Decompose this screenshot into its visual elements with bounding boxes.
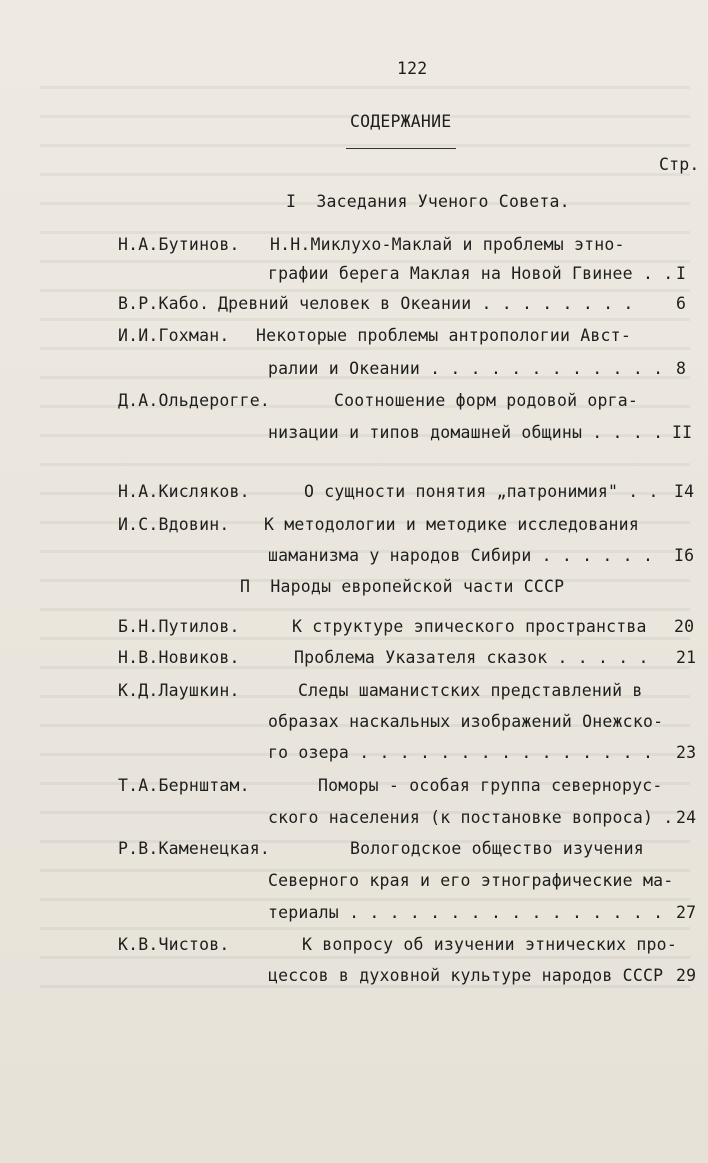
- toc-entry-page: I: [676, 264, 687, 283]
- toc-entry-author: Р.В.Каменецкая.: [118, 839, 271, 858]
- toc-entry-title: низации и типов домашней общины . . . .: [268, 423, 664, 442]
- toc-entry-title: К структуре эпического пространства: [292, 617, 647, 636]
- toc-entry-title: Проблема Указателя сказок . . . . .: [294, 648, 649, 667]
- toc-entry-author: В.Р.Кабо.: [118, 294, 210, 313]
- toc-entry-author: К.Д.Лаушкин.: [118, 681, 240, 700]
- toc-entry-title: Соотношение форм родовой орга-: [334, 391, 639, 410]
- toc-entry-title: К вопросу об изучении этнических про-: [302, 935, 677, 954]
- toc-entry-page: 20: [674, 617, 695, 636]
- toc-entry-page: I4: [674, 482, 695, 501]
- toc-entry-title: К методологии и методике исследования: [264, 515, 639, 534]
- toc-entry-page: 24: [676, 808, 697, 827]
- toc-entry-title: Вологодское общество изучения: [350, 839, 644, 858]
- toc-entry-title: Древний человек в Океании . . . . . . . .: [218, 294, 634, 313]
- toc-entry-title: шаманизма у народов Сибири . . . . . .: [268, 546, 654, 565]
- toc-entry-title: образах наскальных изображений Онежско-: [268, 712, 664, 731]
- toc-entry-author: Т.А.Бернштам.: [118, 776, 250, 795]
- toc-entry-page: 21: [676, 648, 697, 667]
- toc-entry-author: Н.В.Новиков.: [118, 648, 240, 667]
- toc-entry-author: Н.А.Кисляков.: [118, 482, 250, 501]
- toc-entry-page: 23: [676, 743, 697, 762]
- toc-entry-title: цессов в духовной культуре народов СССР: [268, 966, 664, 985]
- toc-entry-author: И.С.Вдовин.: [118, 515, 230, 534]
- toc-entry-page: I6: [674, 546, 695, 565]
- section-heading: I Заседания Ученого Совета.: [286, 192, 570, 211]
- toc-entry-page: 27: [676, 903, 697, 922]
- title-underline: [346, 148, 456, 149]
- toc-entry-page: 29: [676, 966, 697, 985]
- toc-entry-title: Н.Н.Миклухо-Маклай и проблемы этно-: [270, 235, 625, 254]
- toc-entry-page: 6: [676, 294, 687, 313]
- toc-entry-title: Следы шаманистских представлений в: [298, 681, 643, 700]
- toc-entry-title: Некоторые проблемы антропологии Авст-: [256, 326, 631, 345]
- toc-entry-title: О сущности понятия „патронимия" . .: [304, 482, 659, 501]
- toc-entry-title: го озера . . . . . . . . . . . . . . .: [268, 743, 654, 762]
- toc-entry-page: 8: [676, 359, 687, 378]
- page-number: 122: [397, 59, 428, 78]
- section-heading: П Народы европейской части СССР: [240, 577, 565, 596]
- toc-entry-author: Б.Н.Путилов.: [118, 617, 240, 636]
- toc-entry-title: Северного края и его этнографические ма-: [268, 871, 674, 890]
- toc-entry-author: И.И.Гохман.: [118, 326, 230, 345]
- toc-entry-title: ского населения (к постановке вопроса) .: [268, 808, 674, 827]
- toc-entry-author: Н.А.Бутинов.: [118, 235, 240, 254]
- toc-entry-author: Д.А.Ольдерогге.: [118, 391, 271, 410]
- toc-entry-title: графии берега Маклая на Новой Гвинее . .: [268, 264, 674, 283]
- toc-entry-title: териалы . . . . . . . . . . . . . . . .: [268, 903, 664, 922]
- page-column-header: Стр.: [659, 155, 700, 174]
- toc-entry-page: II: [672, 423, 693, 442]
- toc-title: СОДЕРЖАНИЕ: [350, 112, 452, 131]
- toc-entry-author: К.В.Чистов.: [118, 935, 230, 954]
- toc-entry-title: Поморы - особая группа севернорус-: [318, 776, 663, 795]
- toc-entry-title: ралии и Океании . . . . . . . . . . . .: [268, 359, 664, 378]
